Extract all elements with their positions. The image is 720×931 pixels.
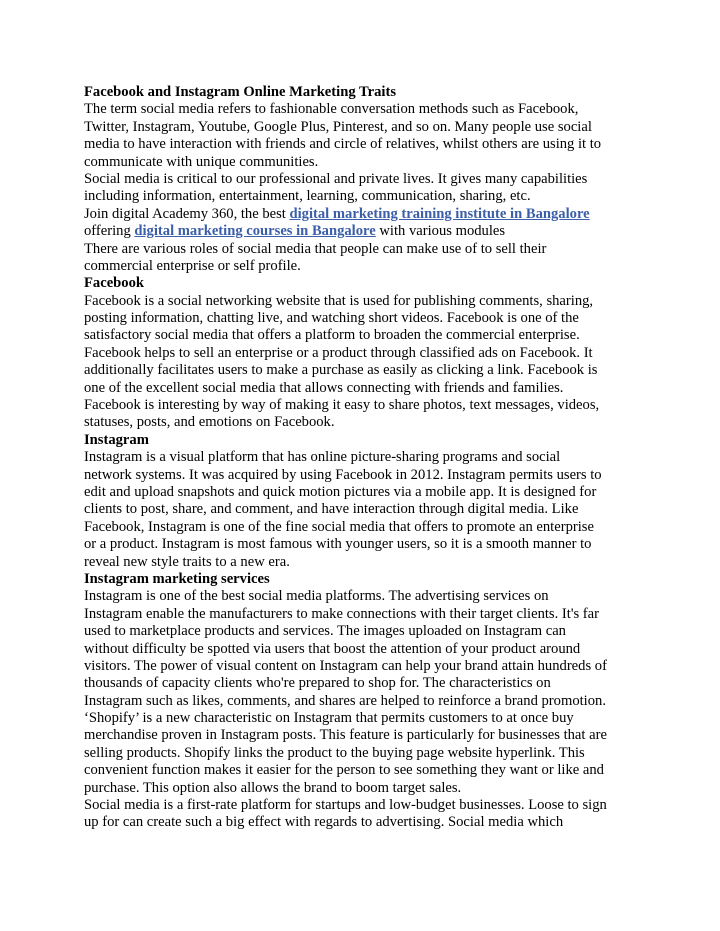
facebook-line: Facebook helps to sell an enterprise or a product through classified ads on Facebook. It bbox=[84, 344, 593, 361]
document-page bbox=[84, 84, 644, 832]
services-line: up for can create such a big effect with regards to advertising. Social media which bbox=[84, 814, 564, 831]
intro-line: including information, entertainment, learning, communication, sharing, etc. bbox=[84, 188, 531, 205]
join-suffix: with various modules bbox=[375, 223, 506, 240]
services-line: Instagram such as likes, comments, and shares are helped to reinforce a brand promotion. bbox=[84, 692, 606, 709]
instagram-line: Instagram is a visual platform that has online picture-sharing programs and social bbox=[84, 449, 561, 466]
facebook-heading: Facebook bbox=[84, 275, 144, 292]
services-line: used to marketplace products and services. The images uploaded on Instagram can bbox=[84, 623, 566, 640]
document-title: Facebook and Instagram Online Marketing Traits bbox=[84, 84, 397, 100]
intro-line: media to have interaction with friends and circle of relatives, whilst others are using it to bbox=[84, 136, 602, 153]
intro-line: communicate with unique communities. bbox=[84, 153, 319, 170]
instagram-line: clients to post, share, and comment, and have interaction through digital media. Like bbox=[84, 501, 579, 518]
services-line: purchase. This option also allows the brand to boom target sales. bbox=[84, 779, 462, 796]
facebook-line: Facebook is a social networking website that is used for publishing comments, sharing, bbox=[84, 292, 594, 309]
offering-text: offering bbox=[84, 223, 135, 240]
join-paragraph bbox=[84, 206, 644, 241]
facebook-line: satisfactory social media that offers a platform to broaden the commercial enterprise. bbox=[84, 327, 580, 344]
facebook-paragraph bbox=[84, 293, 644, 432]
join-line-1 bbox=[84, 206, 644, 223]
facebook-line: additionally facilitates users to make a purchase as easily as clicking a link. Facebook is bbox=[84, 362, 598, 379]
instagram-services-heading: Instagram marketing services bbox=[84, 570, 270, 587]
intro-line: Social media is critical to our professional and private lives. It gives many capabilities bbox=[84, 170, 588, 187]
facebook-line: statuses, posts, and emotions on Facebook. bbox=[84, 414, 335, 431]
services-line: merchandise proven in Instagram posts. This feature is particularly for businesses that are bbox=[84, 727, 607, 744]
intro-line: Twitter, Instagram, Youtube, Google Plus, Pinterest, and so on. Many people use social bbox=[84, 118, 592, 135]
join-line-2 bbox=[84, 223, 644, 240]
services-line: Instagram enable the manufacturers to make connections with their target clients. It's far bbox=[84, 605, 599, 622]
facebook-line: posting information, chatting live, and watching short videos. Facebook is one of the bbox=[84, 310, 579, 327]
services-line: thousands of capacity clients who're prepared to shop for. The characteristics on bbox=[84, 675, 551, 692]
facebook-line: one of the excellent social media that allows connecting with friends and families. bbox=[84, 379, 564, 396]
intro-line: The term social media refers to fashionable conversation methods such as Facebook, bbox=[84, 101, 579, 118]
courses-link[interactable]: digital marketing courses in Bangalore bbox=[134, 223, 376, 240]
services-line: selling products. Shopify links the product to the buying page website hyperlink. This bbox=[84, 744, 585, 761]
instagram-heading: Instagram bbox=[84, 431, 149, 448]
facebook-line: Facebook is interesting by way of making it easy to share photos, text messages, videos, bbox=[84, 397, 600, 414]
training-institute-link[interactable]: digital marketing training institute in Bangalore bbox=[289, 205, 590, 222]
instagram-services-paragraph bbox=[84, 588, 644, 831]
services-line: visitors. The power of visual content on Instagram can help your brand attain hundreds of bbox=[84, 657, 607, 674]
instagram-line: reveal new style traits to a new era. bbox=[84, 553, 290, 570]
intro-paragraph bbox=[84, 101, 644, 205]
services-line: Instagram is one of the best social media platforms. The advertising services on bbox=[84, 588, 549, 605]
instagram-line: Facebook, Instagram is one of the fine social media that offers to promote an enterprise bbox=[84, 518, 594, 535]
services-line: without difficulty be spotted via users that boost the attention of your product around bbox=[84, 640, 581, 657]
instagram-line: network systems. It was acquired by using Facebook in 2012. Instagram permits users to bbox=[84, 466, 602, 483]
services-line: Social media is a first-rate platform for startups and low-budget businesses. Loose to sign bbox=[84, 797, 607, 814]
instagram-line: or a product. Instagram is most famous with younger users, so it is a smooth manner to bbox=[84, 536, 592, 553]
services-line: convenient function makes it easier for the person to see something they want or like and bbox=[84, 762, 604, 779]
join-prefix: Join digital Academy 360, the best bbox=[84, 205, 290, 222]
roles-line: There are various roles of social media that people can make use of to sell their bbox=[84, 240, 547, 257]
roles-line: commercial enterprise or self profile. bbox=[84, 257, 301, 274]
roles-paragraph bbox=[84, 241, 644, 276]
services-line: ‘Shopify’ is a new characteristic on Instagram that permits customers to at once buy bbox=[84, 710, 574, 727]
instagram-line: edit and upload snapshots and quick motion pictures via a mobile app. It is designed for bbox=[84, 483, 597, 500]
instagram-paragraph bbox=[84, 449, 644, 571]
